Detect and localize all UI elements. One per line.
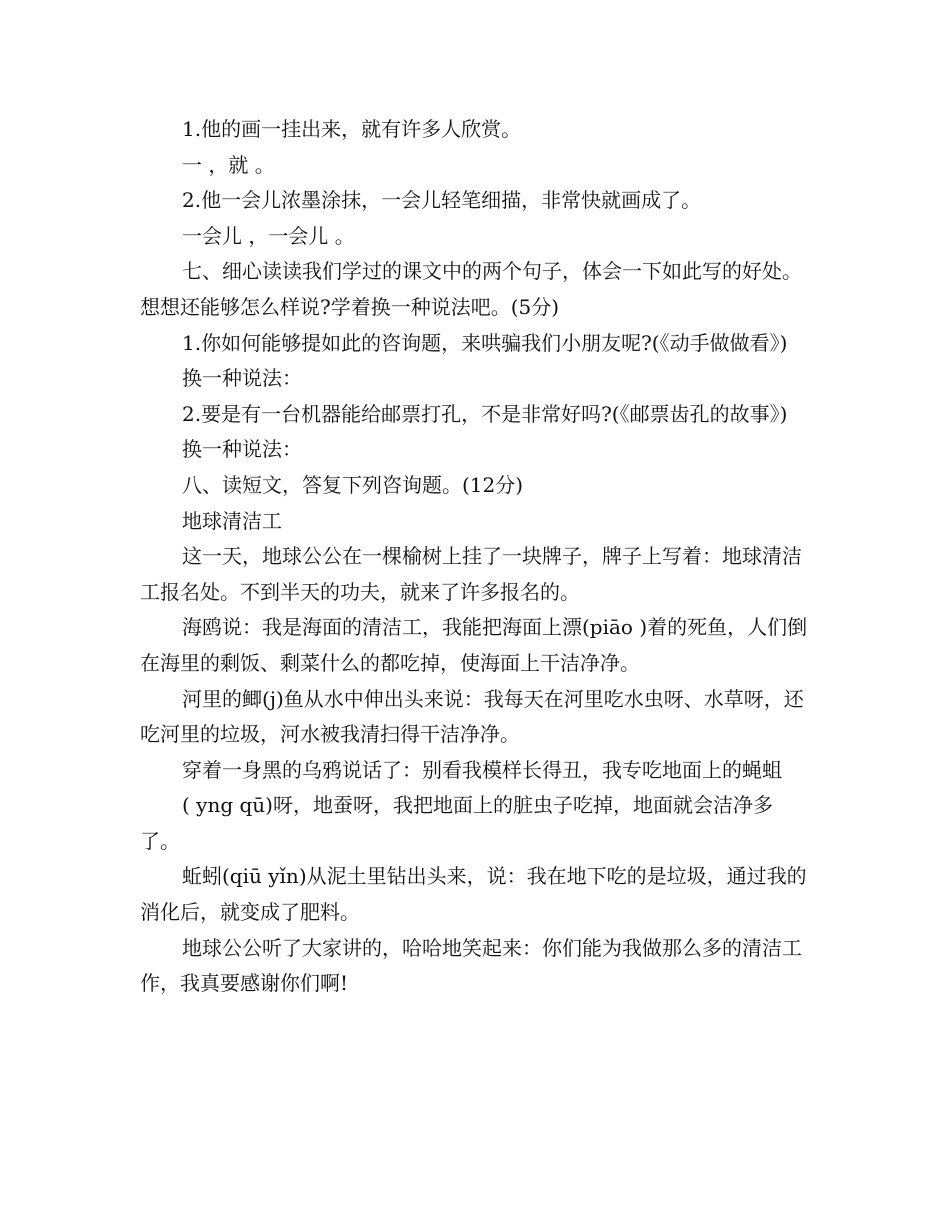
section-seven-heading: 七、细心读读我们学过的课文中的两个句子，体会一下如此写的好处。想想还能够怎么样说?学着换一种说法吧。(5分) — [140, 259, 802, 319]
passage-paragraph: ( yng qū)呀，地蚕呀，我把地面上的脏虫子吃掉，地面就会洁净多了。 — [140, 793, 773, 853]
passage-title: 地球清洁工 — [182, 508, 282, 533]
exercise-blank-1: 一 ，就 。 — [182, 152, 275, 177]
exercise-item-1: 1.他的画一挂出来，就有许多人欣赏。 — [182, 117, 522, 141]
passage-paragraph: 这一天，地球公公在一棵榆树上挂了一块牌子，牌子上写着：地球清洁工报名处。不到半天的功夫，就来了许多报名的。 — [140, 544, 802, 604]
passage-paragraph: 地球公公听了大家讲的，哈哈地笑起来：你们能为我做那么多的清洁工作，我真要感谢你们啊! — [140, 935, 802, 996]
passage-paragraph: 海鸥说：我是海面的清洁工，我能把海面上漂(piāo )着的死鱼，人们倒在海里的剩饭、剩菜什么的都吃掉，使海面上干洁净净。 — [140, 615, 808, 675]
rewrite-prompt-2: 换一种说法： — [182, 437, 302, 462]
section-eight-heading: 八、读短文，答复下列咨询题。(12分) — [182, 472, 524, 497]
document-body — [140, 112, 812, 1002]
section-seven-question-2: 2.要是有一台机器能给邮票打孔，不是非常好吗?(《邮票齿孔的故事》) — [182, 401, 788, 426]
passage-paragraph: 蚯蚓(qiū yǐn)从泥土里钻出头来，说：我在地下吃的是垃圾，通过我的消化后，就变成了肥料。 — [140, 864, 807, 925]
passage-paragraph: 穿着一身黑的乌鸦说话了：别看我模样长得丑，我专吃地面上的蝇蛆 — [182, 757, 782, 782]
passage-paragraph: 河里的鲫(j)鱼从水中伸出头来说：我每天在河里吃水虫呀、水草呀，还吃河里的垃圾，河水被我清扫得干洁净净。 — [140, 686, 804, 747]
exercise-blank-2: 一会儿 ，一会儿 。 — [182, 223, 355, 248]
rewrite-prompt-1: 换一种说法： — [182, 366, 302, 391]
section-seven-question-1: 1.你如何能够提如此的咨询题，来哄骗我们小朋友呢?(《动手做做看》) — [182, 330, 788, 355]
exercise-item-2: 2.他一会儿浓墨涂抹，一会儿轻笔细描，非常快就画成了。 — [182, 188, 702, 213]
